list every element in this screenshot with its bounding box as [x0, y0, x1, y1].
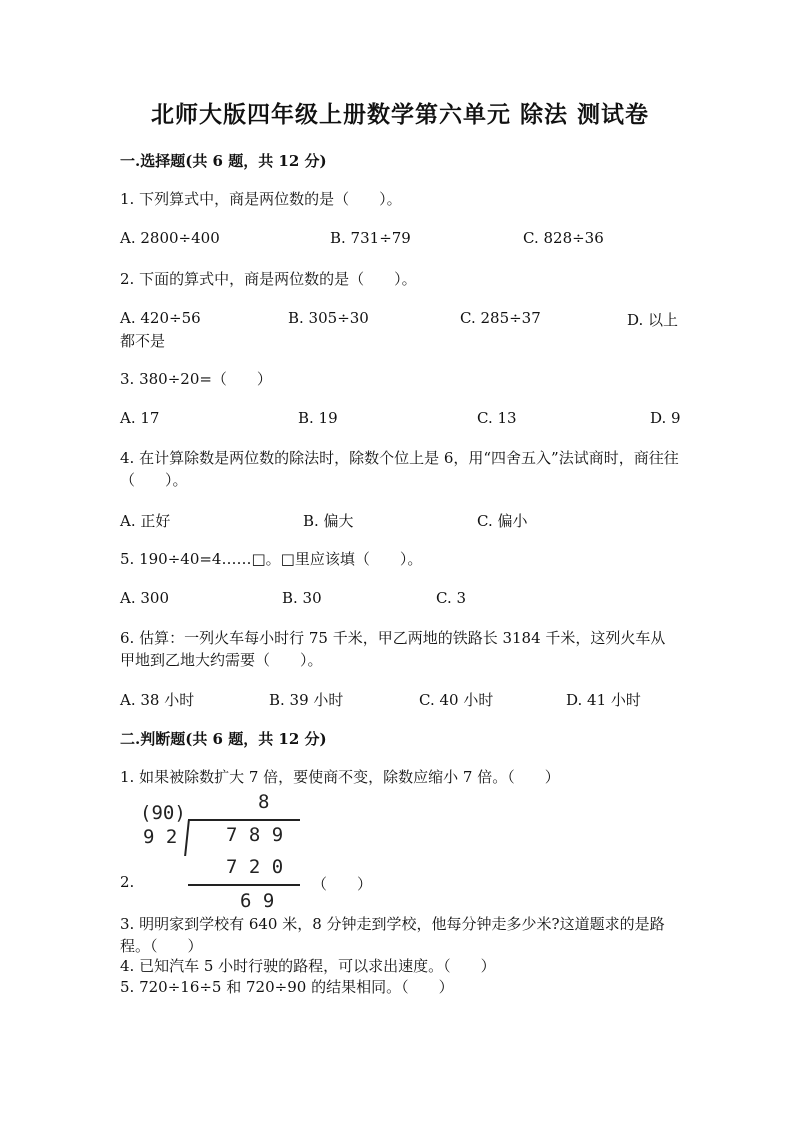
option-c[interactable]: C. 285÷37: [460, 309, 541, 327]
option-d-continued: 都不是: [120, 332, 166, 350]
quotient-digit: 8: [258, 791, 270, 813]
remainder: 6 9: [240, 890, 275, 912]
option-b[interactable]: B. 731÷79: [330, 229, 411, 247]
section-heading-judgement: 二.判断题(共 6 题，共 12 分): [120, 730, 327, 748]
option-a[interactable]: A. 正好: [120, 512, 171, 530]
dividend: 7 8 9: [226, 824, 284, 846]
question-2-stem: 2. 下面的算式中，商是两位数的是（ ）。: [120, 270, 417, 288]
option-d[interactable]: D. 9: [650, 409, 681, 427]
question-4-stem: 4. 在计算除数是两位数的除法时，除数个位上是 6，用“四舍五入”法试商时，商往往（ ）。: [120, 449, 679, 489]
question-3-stem: 3. 380÷20=（ ）: [120, 370, 272, 388]
section-heading-choice: 一.选择题(共 6 题，共 12 分): [120, 152, 327, 170]
judgement-2-number: 2.: [120, 873, 135, 891]
option-d[interactable]: D. 以上: [627, 311, 679, 329]
option-a[interactable]: A. 420÷56: [120, 309, 201, 327]
option-a[interactable]: A. 300: [120, 589, 169, 607]
option-a[interactable]: A. 2800÷400: [120, 229, 220, 247]
option-b[interactable]: B. 偏大: [303, 512, 354, 530]
option-c[interactable]: C. 13: [477, 409, 517, 427]
judgement-1: 1. 如果被除数扩大 7 倍，要使商不变，除数应缩小 7 倍。（ ）: [120, 768, 560, 786]
division-bracket: [184, 820, 190, 856]
option-b[interactable]: B. 305÷30: [288, 309, 369, 327]
question-1-options: [120, 229, 680, 253]
option-c[interactable]: C. 40 小时: [419, 691, 494, 709]
question-5-stem: 5. 190÷40=4……□。□里应该填（ ）。: [120, 550, 423, 568]
judgement-2-answer-bracket[interactable]: （ ）: [312, 875, 373, 893]
judgement-4: 4. 已知汽车 5 小时行驶的路程，可以求出速度。（ ）: [120, 957, 496, 975]
option-d[interactable]: D. 41 小时: [566, 691, 641, 709]
question-3-options: [120, 409, 680, 433]
option-a[interactable]: A. 38 小时: [120, 691, 195, 709]
option-c[interactable]: C. 偏小: [477, 512, 528, 530]
question-4-options: [120, 510, 680, 534]
option-c[interactable]: C. 3: [436, 589, 467, 607]
option-b[interactable]: B. 30: [282, 589, 322, 607]
option-a[interactable]: A. 17: [120, 409, 160, 427]
subtraction-bar: [188, 884, 300, 886]
product-line: 7 2 0: [226, 856, 284, 878]
judgement-5: 5. 720÷16÷5 和 720÷90 的结果相同。（ ）: [120, 978, 454, 996]
option-c[interactable]: C. 828÷36: [523, 229, 604, 247]
divisor: 9 2: [143, 826, 178, 848]
judgement-3: 3. 明明家到学校有 640 米，8 分钟走到学校，他每分钟走多少米?这道题求的是路程。（ ）: [120, 915, 665, 955]
division-top-bar: [188, 819, 300, 821]
question-2-options: [120, 309, 680, 333]
question-1-stem: 1. 下列算式中，商是两位数的是（ ）。: [120, 190, 402, 208]
page-title: 北师大版四年级上册数学第六单元 除法 测试卷: [150, 101, 649, 128]
question-6-options: [120, 689, 680, 713]
question-6-stem: 6. 估算：一列火车每小时行 75 千米，甲乙两地的铁路长 3184 千米，这列火车从甲地到乙地大约需要（ ）。: [120, 629, 666, 669]
option-b[interactable]: B. 39 小时: [269, 691, 344, 709]
option-b[interactable]: B. 19: [298, 409, 338, 427]
estimate-label: (90): [140, 802, 186, 824]
question-5-options: [120, 589, 680, 613]
